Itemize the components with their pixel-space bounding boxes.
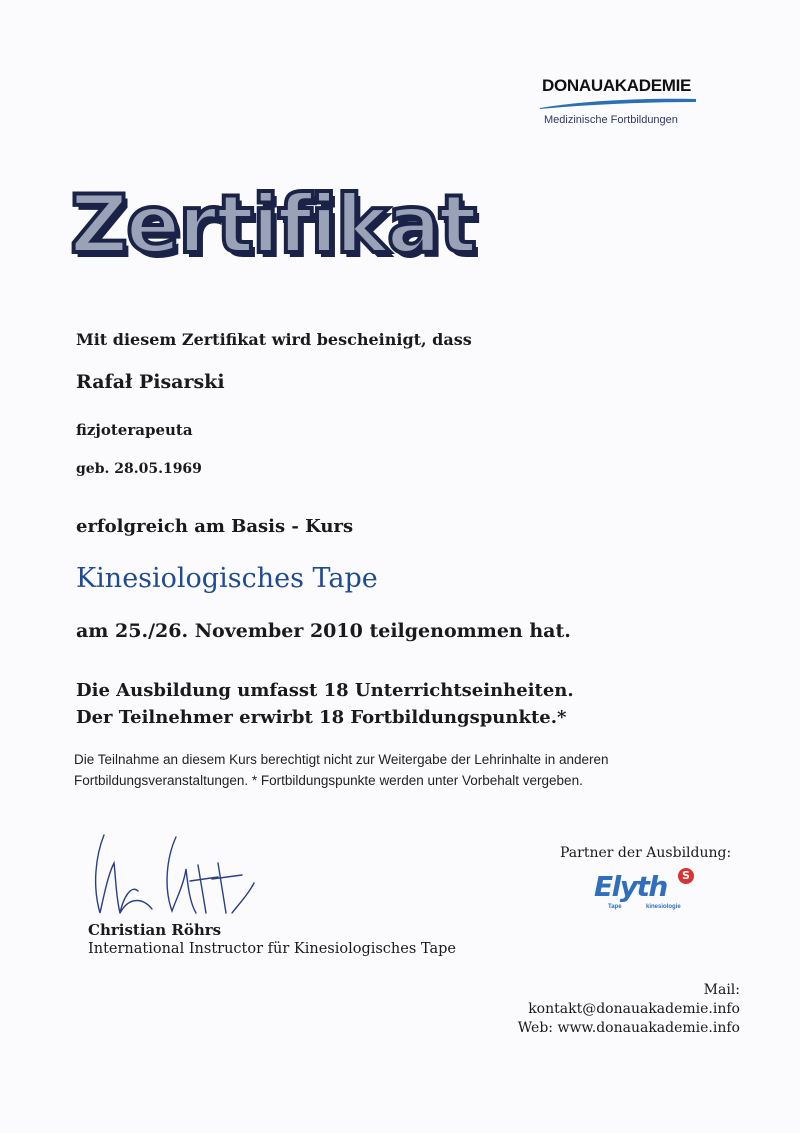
course-name: Kinesiologisches Tape: [76, 563, 378, 594]
partner-badge-icon: S: [678, 868, 694, 884]
partner-label: Partner der Ausbildung:: [560, 845, 732, 861]
certificate-title: Zertifikat: [70, 178, 476, 271]
signature-image: [86, 825, 266, 925]
birth-date: geb. 28.05.1969: [76, 461, 202, 477]
elyth-logo: [592, 868, 712, 918]
training-line-units: Die Ausbildung umfasst 18 Unterrichtseinheiten.: [76, 680, 574, 701]
training-summary: [76, 677, 574, 731]
partner-logo-text: Elyth: [594, 870, 667, 903]
course-date: am 25./26. November 2010 teilgenommen hat.: [76, 620, 571, 642]
partner-logo-tape: Tape: [608, 904, 622, 910]
footnote-text: Die Teilnahme an diesem Kurs berechtigt nicht zur Weitergabe der Lehrinhalte in anderen Fortbildungsveranstaltungen. * Fortbildungspunkte werden unter Vorbehalt vergeben.: [74, 752, 609, 788]
signer-name: Christian Röhrs: [88, 921, 222, 939]
participant-name: Rafał Pisarski: [76, 371, 225, 393]
training-line-points: Der Teilnehmer erwirbt 18 Fortbildungspunkte.*: [76, 707, 567, 728]
contact-info: [500, 981, 740, 1038]
signer-role: International Instructor für Kinesiologisches Tape: [88, 941, 456, 957]
logo-subtitle: Medizinische Fortbildungen: [544, 114, 678, 126]
contact-mail: Mail: kontakt@donauakademie.info: [528, 982, 740, 1017]
logo-name: DONAUAKADEMIE: [542, 76, 692, 95]
donauakademie-logo: [538, 76, 708, 136]
contact-web: Web: www.donauakademie.info: [517, 1020, 740, 1036]
course-intro: erfolgreich am Basis - Kurs: [76, 516, 354, 537]
logo-swoosh-icon: [538, 96, 698, 110]
partner-logo-kinesiologie: kinesiologie: [646, 904, 681, 910]
profession-text: fizjoterapeuta: [76, 421, 193, 439]
intro-text: Mit diesem Zertifikat wird bescheinigt, dass: [76, 330, 472, 349]
